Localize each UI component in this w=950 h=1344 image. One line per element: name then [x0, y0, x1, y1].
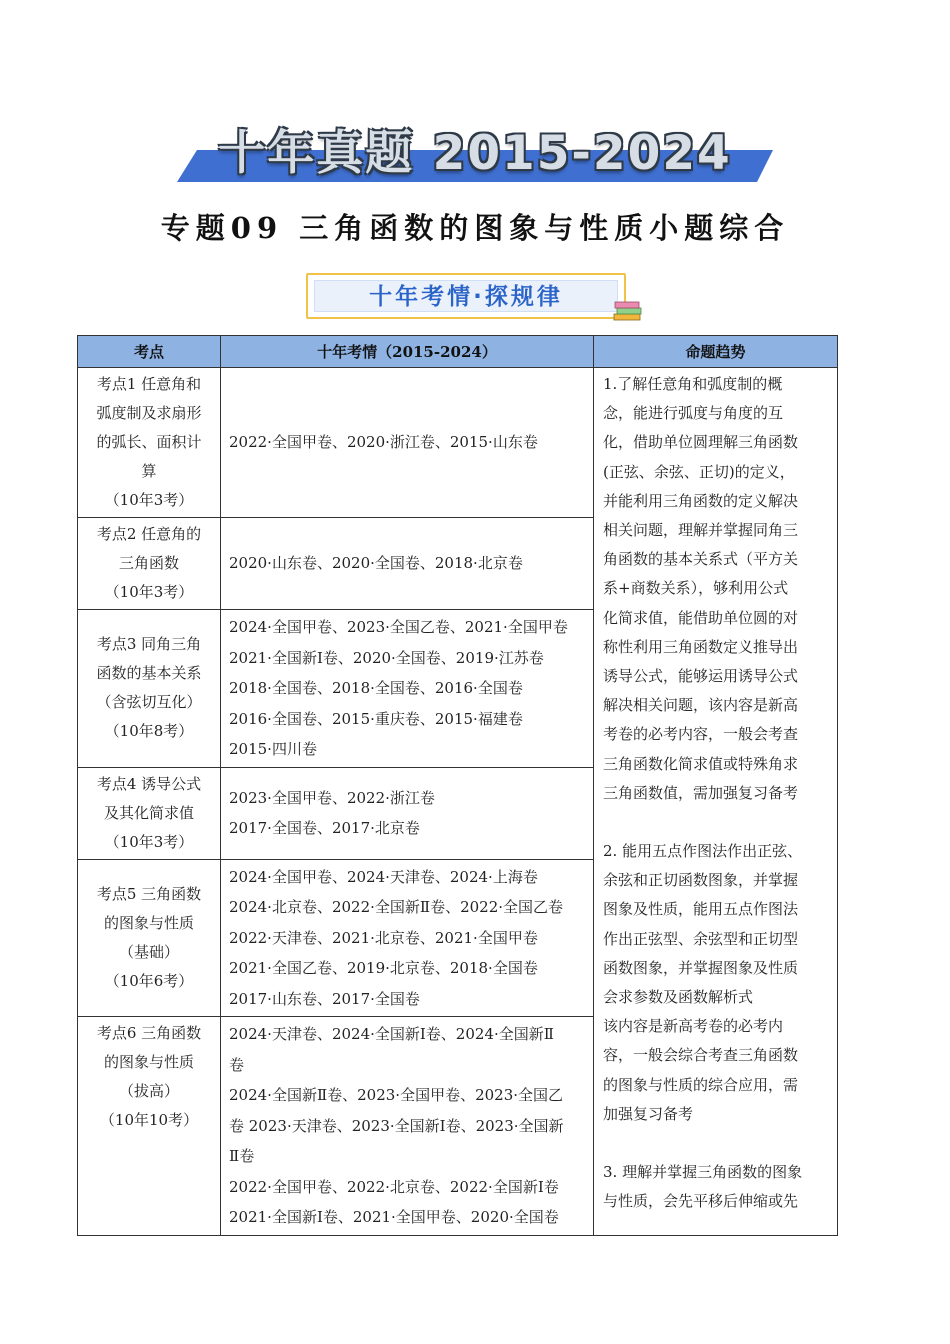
document-title: 专题09 三角函数的图象与性质小题综合 — [160, 211, 790, 245]
years-cell: 2020·山东卷、2020·全国卷、2018·北京卷 — [221, 518, 594, 610]
years-cell: 2023·全国甲卷、2022·浙江卷 2017·全国卷、2017·北京卷 — [221, 767, 594, 859]
header-point: 考点 — [78, 336, 221, 368]
point-cell: 考点6 三角函数 的图象与性质 （拔高） （10年10考） — [78, 1017, 221, 1236]
table-row — [78, 368, 838, 518]
point-cell: 考点1 任意角和 弧度制及求扇形 的弧长、面积计 算 （10年3考） — [78, 368, 221, 518]
years-cell: 2024·全国甲卷、2023·全国乙卷、2021·全国甲卷 2021·全国新Ⅰ卷、2020·全国卷、2019·江苏卷 2018·全国卷、2018·全国卷、2016·全国卷 2016·全国卷、2015·重庆卷、2015·福建卷 2015·四川卷 — [221, 610, 594, 768]
section-badge — [306, 273, 626, 319]
years-cell: 2024·天津卷、2024·全国新Ⅰ卷、2024·全国新Ⅱ 卷 2024·全国新Ⅱ卷、2023·全国甲卷、2023·全国乙 卷 2023·天津卷、2023·全国新Ⅰ卷、2023·全国新 Ⅱ卷 2022·全国甲卷、2022·北京卷、2022·全国新Ⅰ卷 2021·全国新Ⅰ卷、2021·全国甲卷、2020·全国卷 — [221, 1017, 594, 1236]
books-icon — [612, 298, 644, 324]
badge-label: 十年考情·探规律 — [314, 280, 618, 312]
exam-table — [77, 335, 838, 1236]
table-header-row — [78, 336, 838, 368]
years-cell: 2022·全国甲卷、2020·浙江卷、2015·山东卷 — [221, 368, 594, 518]
point-cell: 考点5 三角函数 的图象与性质 （基础） （10年6考） — [78, 859, 221, 1017]
point-cell: 考点3 同角三角 函数的基本关系 （含弦切互化） （10年8考） — [78, 610, 221, 768]
trend-cell: 1.了解任意角和弧度制的概 念，能进行弧度与角度的互 化，借助单位圆理解三角函数 (正弦、余弦、正切)的定义， 并能利用三角函数的定义解决 相关问题，理解并掌握同角三 角函数的基本关系式（平方关 系+商数关系），够利用公式 化简求值，能借助单位圆的对 称性利用三角函数定义推导出 诱导公式，能够运用诱导公式 解决相关问题，该内容是新高 考卷的必考内容，一般会考查 三角函数化简求值或特殊角求 三角函数值，需加强复习备考 2. 能用五点作图法作出正弦、 余弦和正切函数图象，并掌握 图象及性质，能用五点作图法 作出正弦型、余弦型和正切型 函数图象，并掌握图象及性质 会求参数及函数解析式 该内容是新高考卷的必考内 容，一般会综合考查三角函数 的图象与性质的综合应用，需 加强复习备考 3. 理解并掌握三角函数的图象 与性质，会先平移后伸缩或先 — [594, 368, 838, 1236]
banner-text: 十年真题 2015-2024 — [218, 126, 732, 181]
point-cell: 考点2 任意角的 三角函数 （10年3考） — [78, 518, 221, 610]
point-cell: 考点4 诱导公式 及其化简求值 （10年3考） — [78, 767, 221, 859]
header-trend: 命题趋势 — [594, 336, 838, 368]
title-banner — [175, 112, 775, 187]
years-cell: 2024·全国甲卷、2024·天津卷、2024·上海卷 2024·北京卷、2022·全国新Ⅱ卷、2022·全国乙卷 2022·天津卷、2021·北京卷、2021·全国甲卷 2021·全国乙卷、2019·北京卷、2018·全国卷 2017·山东卷、2017·全国卷 — [221, 859, 594, 1017]
header-years: 十年考情（2015-2024） — [221, 336, 594, 368]
